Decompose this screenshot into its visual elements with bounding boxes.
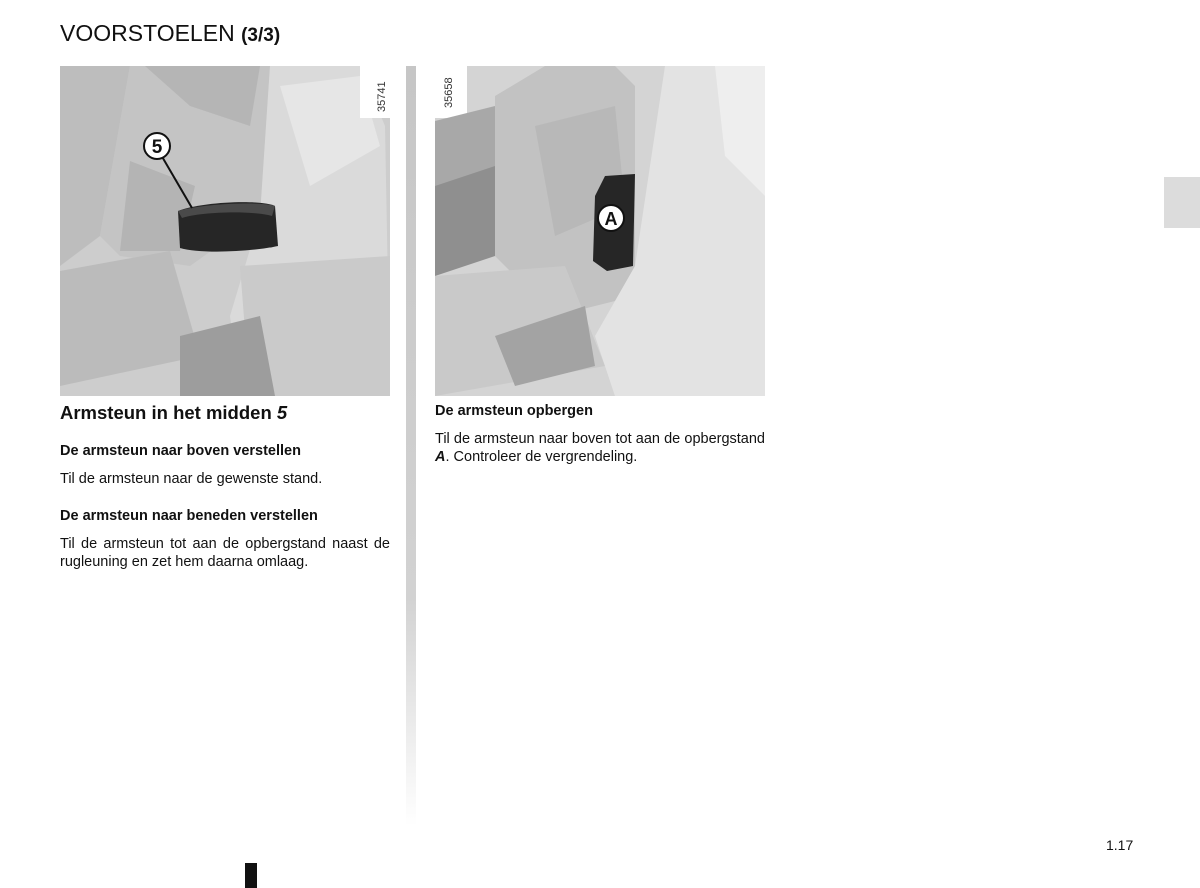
paragraph-up: Til de armsteun naar de gewenste stand. <box>60 471 323 487</box>
paragraph-store-end: . Controleer de vergrendeling. <box>445 449 638 465</box>
armrest-illustration <box>60 66 390 396</box>
callout-5: 5 <box>151 137 163 158</box>
subheading-down: De armsteun naar beneden verstellen <box>60 508 318 524</box>
figure-armrest-storage <box>435 66 765 396</box>
title-text: VOORSTOELEN <box>60 20 235 46</box>
figure-code: 35741 <box>376 81 388 112</box>
title-page-indicator: (3/3) <box>241 25 281 46</box>
paragraph-down: Til de armsteun tot aan de opbergstand naast de rugleuning en zet hem daarna omlaag. <box>60 536 390 570</box>
column-divider <box>406 66 416 826</box>
right-column <box>435 402 765 466</box>
subheading-store: De armsteun opbergen <box>435 403 593 419</box>
paragraph-store <box>435 430 765 466</box>
callout-a: A <box>604 209 618 229</box>
left-column <box>60 400 390 571</box>
section-tab <box>1164 177 1200 228</box>
figure-code: 35658 <box>443 77 455 108</box>
section-heading-text: Armsteun in het midden <box>60 402 272 423</box>
print-mark <box>245 863 257 888</box>
paragraph-store-text: Til de armsteun naar boven tot aan de opbergstand <box>435 431 765 447</box>
section-heading-ref: 5 <box>276 402 288 423</box>
section-heading <box>60 400 390 426</box>
page-number: 1.17 <box>1106 837 1134 853</box>
page-title <box>60 18 280 51</box>
paragraph-store-ref: A <box>435 449 446 465</box>
armrest-storage-illustration <box>435 66 765 396</box>
subheading-up: De armsteun naar boven verstellen <box>60 443 301 459</box>
figure-center-armrest <box>60 66 390 396</box>
